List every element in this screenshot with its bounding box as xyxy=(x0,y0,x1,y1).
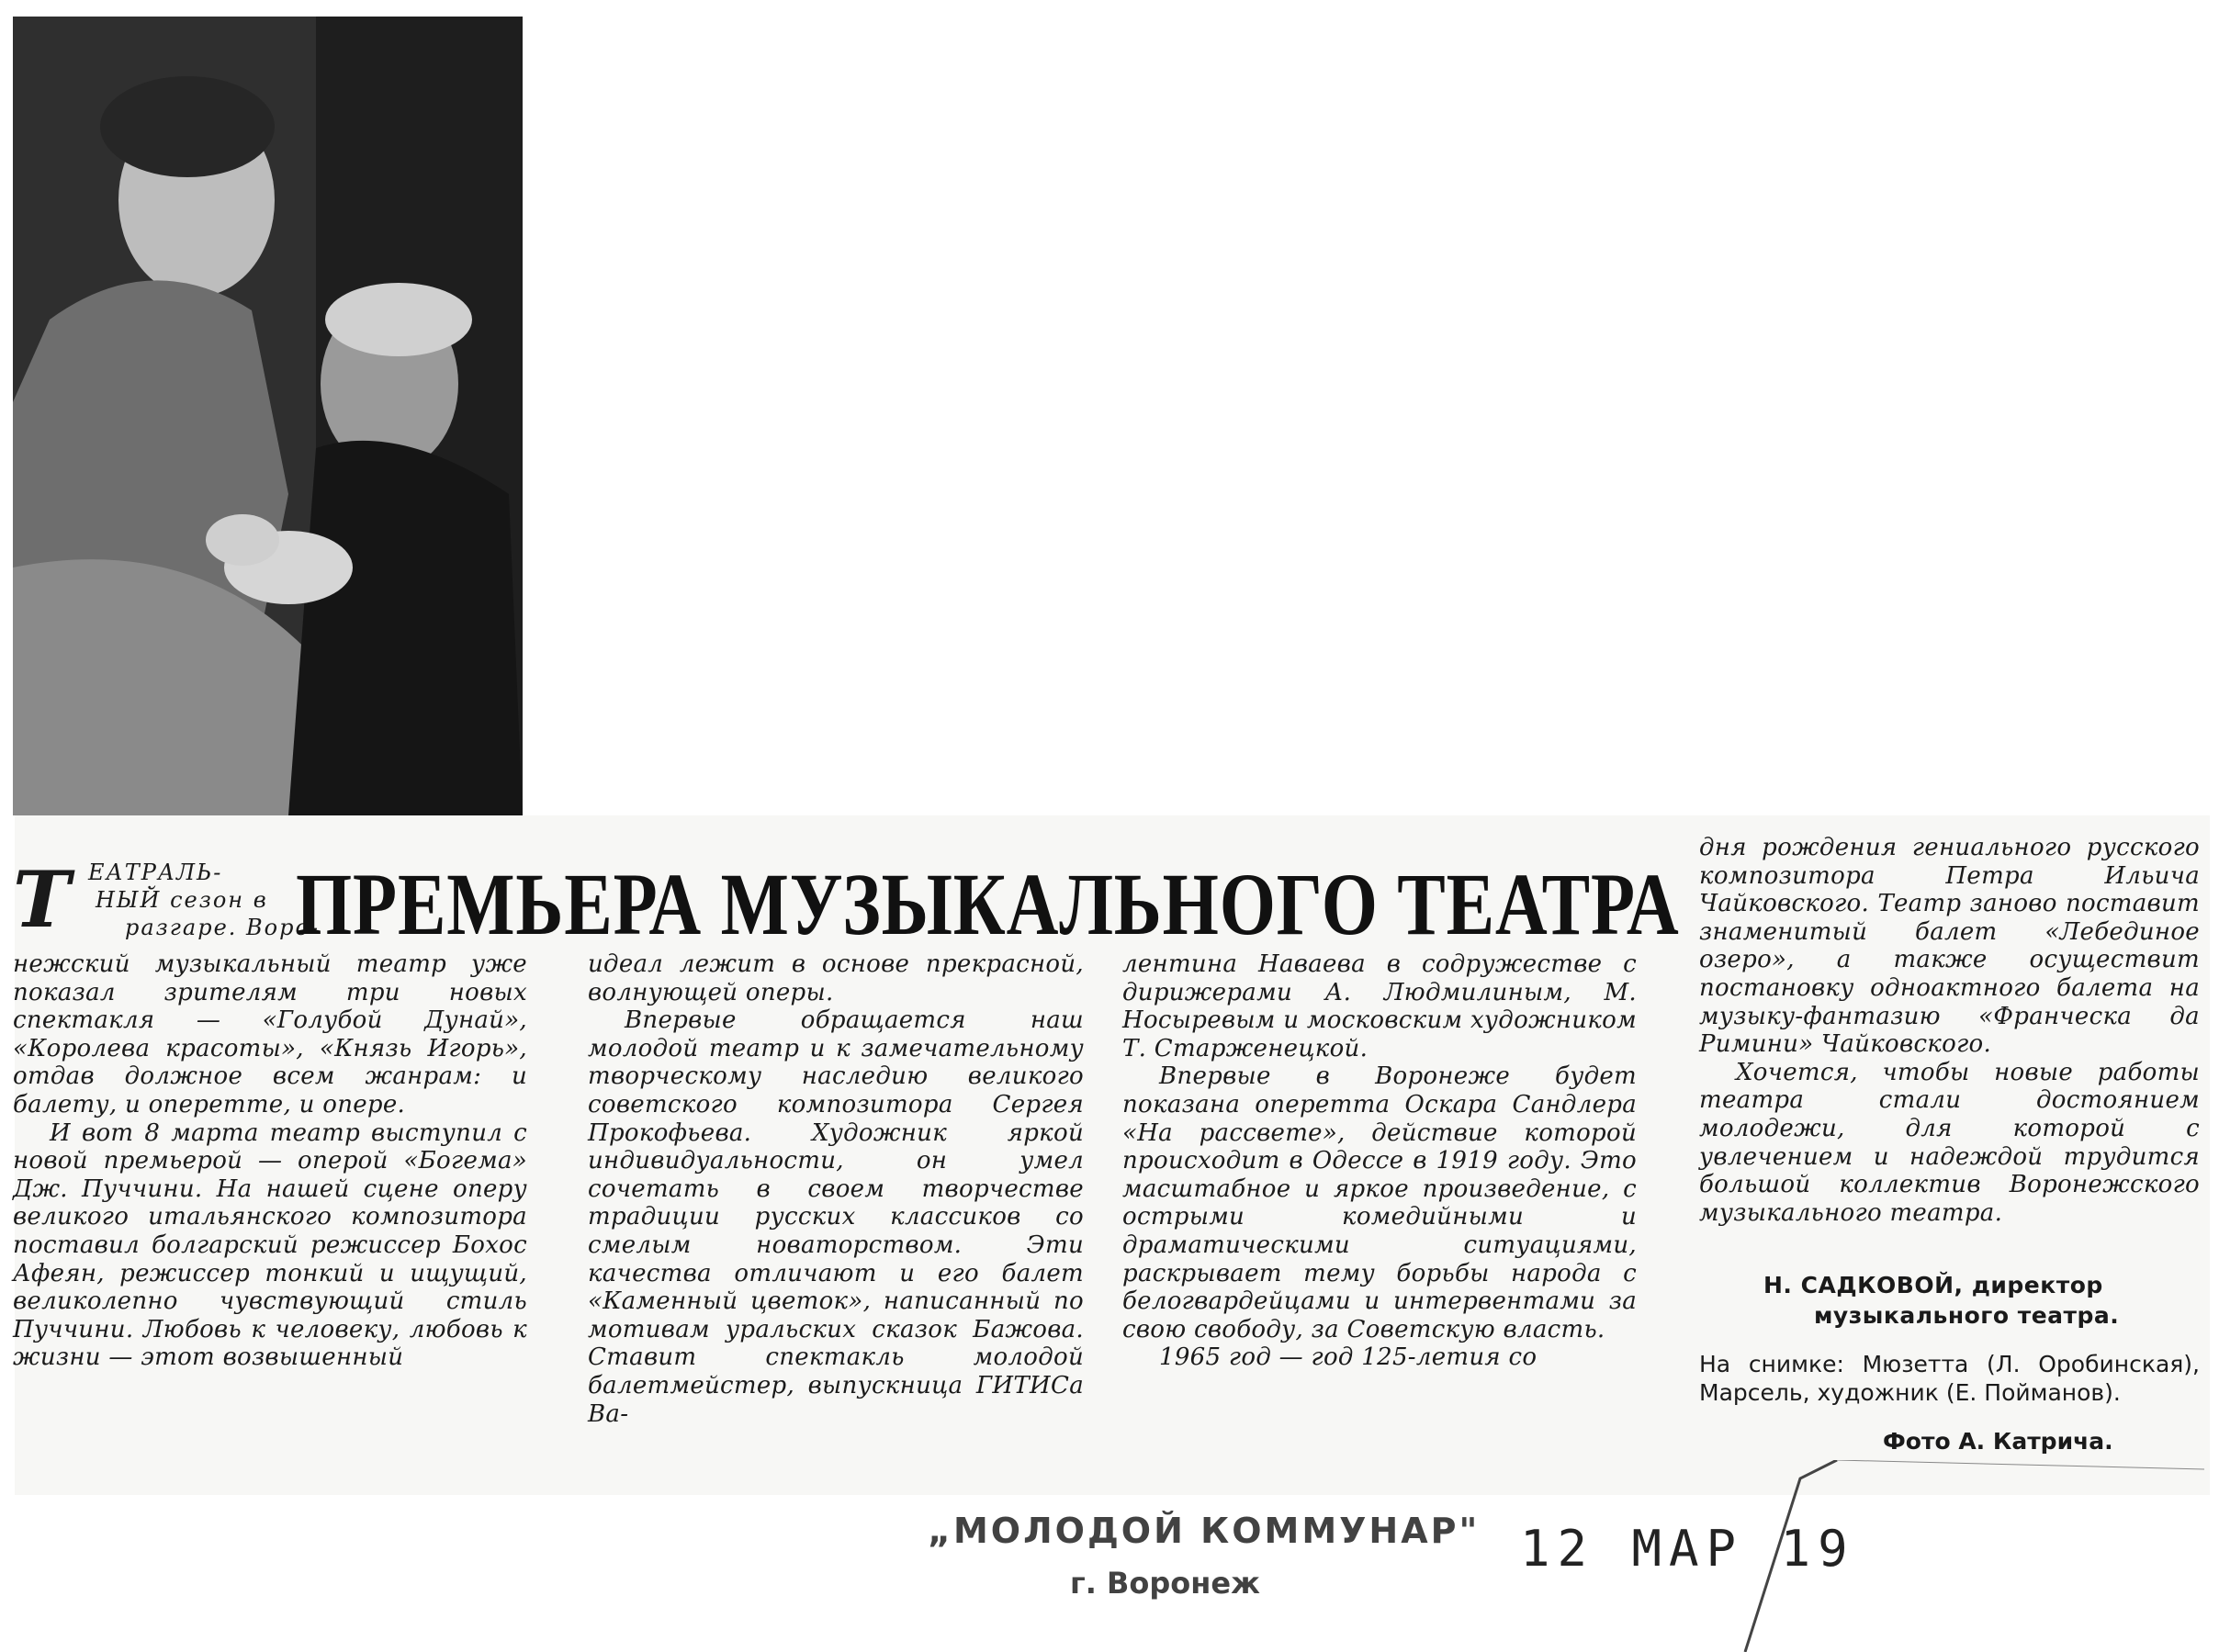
headline: ПРЕМЬЕРА МУЗЫКАЛЬНОГО ТЕАТРА xyxy=(296,855,1680,953)
stamp-newspaper-name: „МОЛОДОЙ КОММУНАР" xyxy=(928,1511,1481,1551)
paragraph: идеал лежит в основе прекрасной, волнующей оперы. xyxy=(588,950,1084,1006)
paragraph: Хочется, чтобы новые работы театра стали достоянием молодежи, для которой с увлечением и надеждой трудится большой коллектив Воронежского музыкального театра. xyxy=(1699,1058,2200,1227)
lead-line: ЕАТРАЛЬ- xyxy=(88,860,223,885)
stamp-city: г. Воронеж xyxy=(1070,1566,1260,1601)
article-column-4 xyxy=(1699,834,2200,1227)
article-column-1 xyxy=(13,950,527,1372)
lead-lines xyxy=(88,859,320,941)
lead-line: НЫЙ сезон в xyxy=(96,887,268,913)
paragraph: Впервые обращается наш молодой театр и к замечательному творческому наследию великого советского композитора Сергея Прокофьева. Художник яркой индивидуальности, он умел сочетать в своем творчестве традиции русских классиков со смелым новаторством. Эти качества отличают и его балет «Каменный цветок», написанный по мотивам уральских сказок Бажова. Ставит спектакль молодой балетмейстер, выпускница ГИТИСа Ва- xyxy=(588,1006,1084,1428)
paragraph: Впервые в Воронеже будет показана оперетта Оскара Сандлера «На рассвете», действие которой происходит в Одессе в 1919 году. Это масштабное и яркое произведение, с острыми комедийными и драматическими ситуациями, раскрывает тему борьбы народа с белогвардейцами и интервентами за свою свободу, за Советскую власть. xyxy=(1122,1062,1637,1343)
paragraph: нежский музыкальный театр уже показал зрителям три новых спектакля — «Голубой Дунай», «Королева красоты», «Князь Игорь», отдав должное всем жанрам: и балету, и оперетте, и опере. xyxy=(13,950,527,1118)
signature-title: музыкального театра. xyxy=(1814,1302,2120,1329)
paragraph: 1965 год — год 125-летия со xyxy=(1159,1343,1538,1372)
article-column-2 xyxy=(588,950,1084,1428)
stamp-date: 12 МАР 19 xyxy=(1520,1520,1855,1578)
article-photo xyxy=(13,17,523,815)
signature-name: Н. САДКОВОЙ, директор xyxy=(1763,1272,2103,1298)
paragraph: лентина Наваева в содружестве с дирижерами А. Людмилиным, М. Носыревым и московским художником Т. Старженецкой. xyxy=(1122,950,1637,1062)
lead-line: разгаре. Воро- xyxy=(125,915,321,940)
drop-cap: Т xyxy=(13,854,71,945)
paragraph: дня рождения гениального русского композитора Петра Ильича Чайковского. Театр заново поставит знаменитый балет «Лебединое озеро», а также осуществит постановку одноактного балета на музыку-фантазию «Франческа да Римини» Чайковского. xyxy=(1699,834,2200,1059)
paragraph: И вот 8 марта театр выступил с новой премьерой — оперой «Богема» Дж. Пуччини. На нашей сцене оперу великого итальянского композитора поставил болгарский режиссер Бохос Афеян, режиссер тонкий и ищущий, великолепно чувствующий стиль Пуччини. Любовь к человеку, любовь к жизни — этот возвышенный xyxy=(13,1118,527,1372)
article-column-3 xyxy=(1122,950,1637,1372)
torn-edge-line xyxy=(1635,1460,2204,1652)
photo-caption: На снимке: Мюзетта (Л. Оробинская), Марсель, художник (Е. Пойманов). xyxy=(1699,1351,2200,1406)
photo-credit: Фото А. Катрича. xyxy=(1883,1428,2113,1455)
